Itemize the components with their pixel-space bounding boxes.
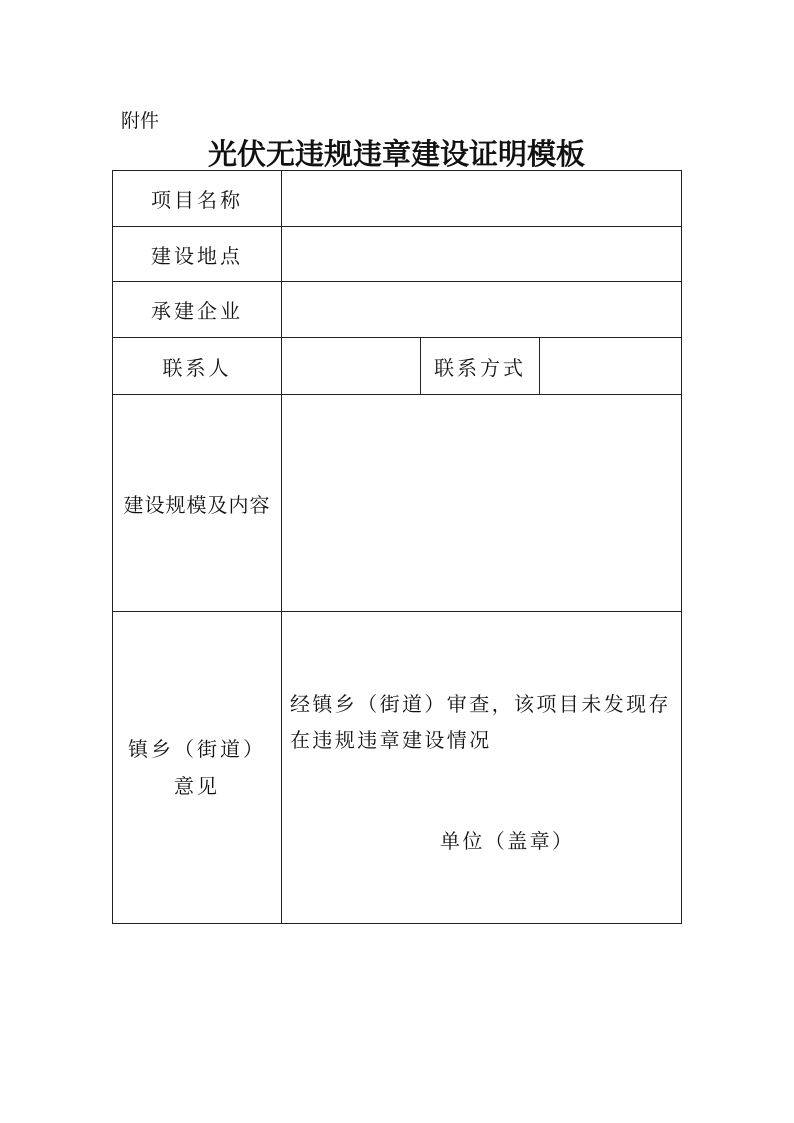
contact-person-field[interactable] — [282, 338, 421, 395]
contact-method-field[interactable] — [540, 338, 682, 395]
location-field[interactable] — [282, 227, 682, 282]
row-location — [113, 227, 682, 282]
opinion-label — [113, 612, 282, 924]
certificate-form-table — [112, 170, 682, 924]
row-project-name — [113, 171, 682, 227]
seal-text: 单位（盖章） — [440, 829, 575, 853]
row-scale — [113, 395, 682, 612]
row-contact — [113, 338, 682, 395]
project-name-field[interactable] — [282, 171, 682, 227]
row-company — [113, 282, 682, 338]
scale-field[interactable] — [282, 395, 682, 612]
company-field[interactable] — [282, 282, 682, 338]
scale-label: 建设规模及内容 — [113, 395, 282, 612]
opinion-label-line2: 意见 — [174, 773, 220, 798]
attachment-label: 附件 — [121, 110, 160, 132]
location-label: 建设地点 — [113, 227, 282, 282]
project-name-label: 项目名称 — [113, 171, 282, 227]
opinion-text: 经镇乡（街道）审查，该项目未发现存在违规违章建设情况 — [290, 692, 671, 752]
company-label: 承建企业 — [113, 282, 282, 338]
contact-method-label: 联系方式 — [421, 338, 540, 395]
opinion-field[interactable] — [282, 612, 682, 924]
contact-person-label: 联系人 — [113, 338, 282, 395]
row-opinion — [113, 612, 682, 924]
document-title: 光伏无违规违章建设证明模板 — [207, 137, 585, 171]
opinion-label-line1: 镇乡（街道） — [128, 736, 266, 761]
